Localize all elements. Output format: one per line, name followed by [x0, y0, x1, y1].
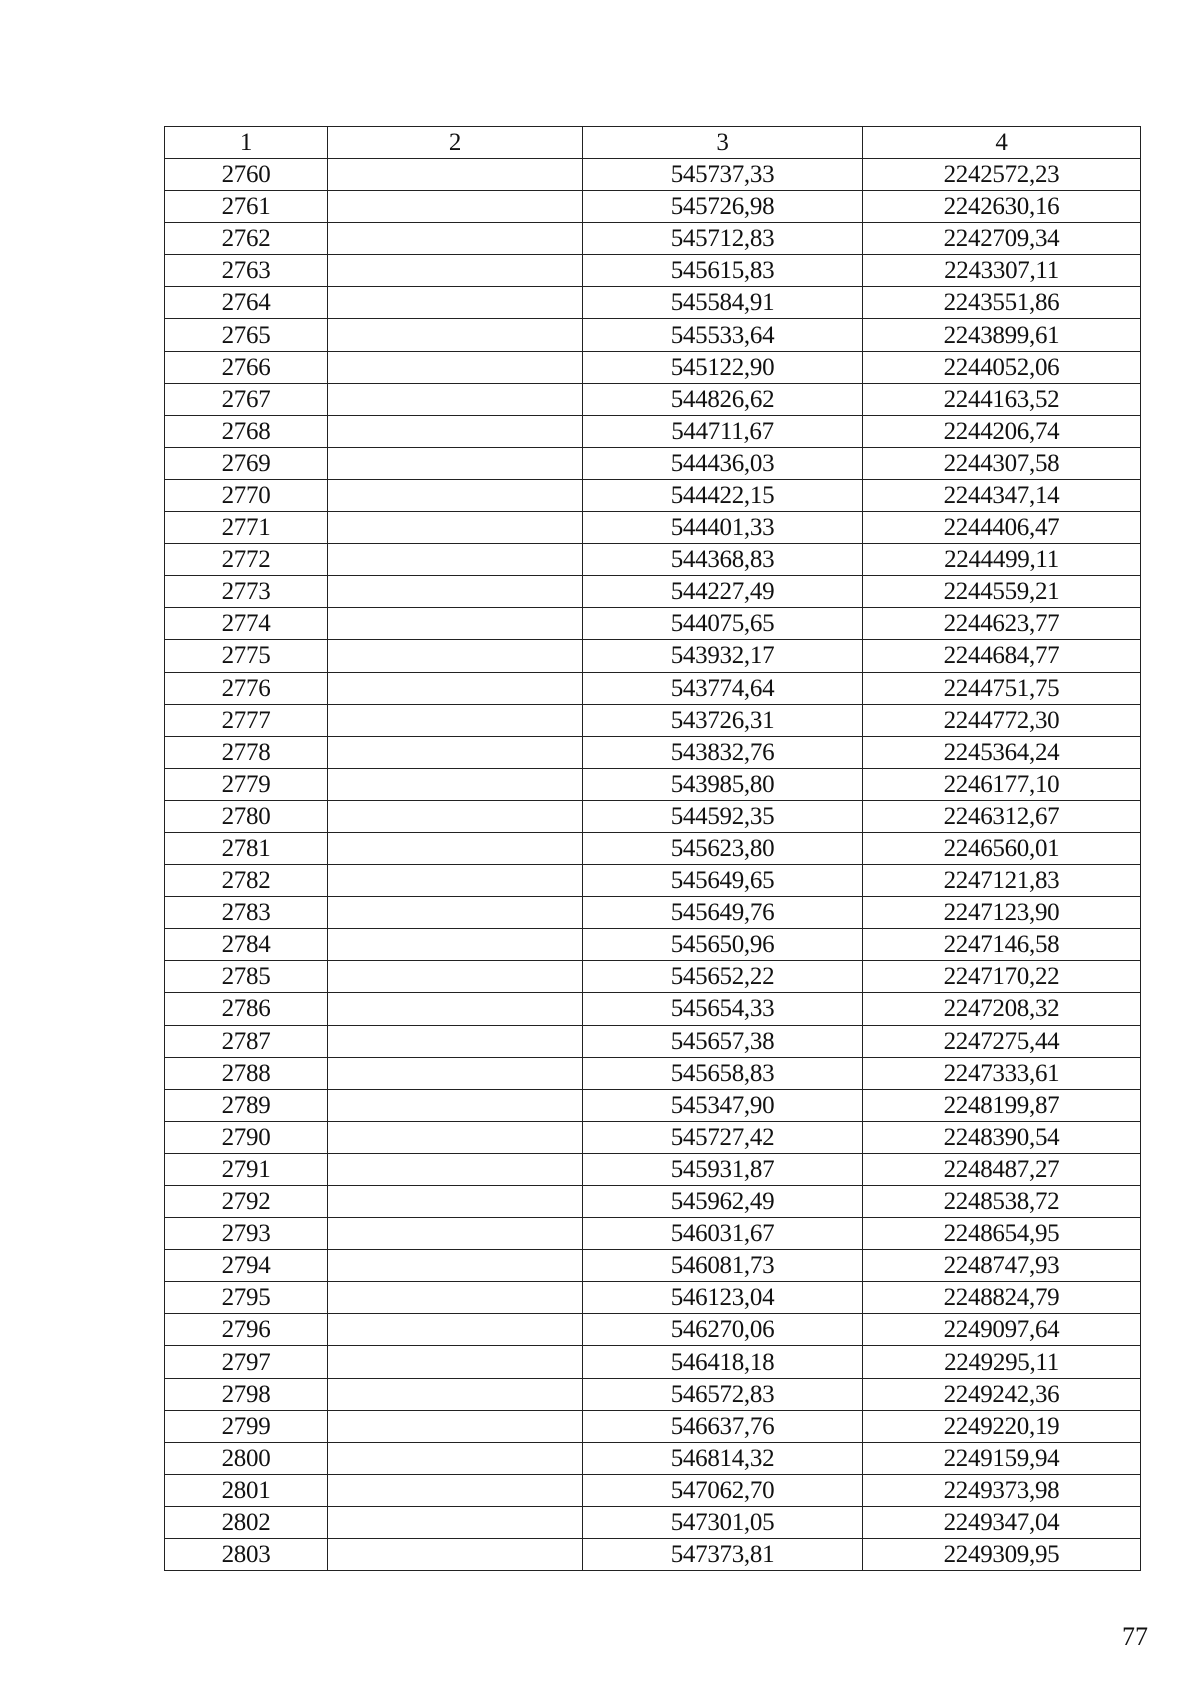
empty-cell: [328, 512, 583, 544]
point-number-cell: 2797: [165, 1346, 328, 1378]
point-number-cell: 2780: [165, 800, 328, 832]
y-coordinate-cell: 2244751,75: [863, 672, 1141, 704]
empty-cell: [328, 255, 583, 287]
point-number-cell: 2790: [165, 1121, 328, 1153]
header-row: [165, 127, 1141, 159]
table-row: [165, 1186, 1141, 1218]
x-coordinate-cell: 546031,67: [583, 1218, 863, 1250]
point-number-cell: 2762: [165, 223, 328, 255]
point-number-cell: 2802: [165, 1506, 328, 1538]
table-row: [165, 1057, 1141, 1089]
empty-cell: [328, 447, 583, 479]
table-row: [165, 1506, 1141, 1538]
x-coordinate-cell: 545649,65: [583, 865, 863, 897]
y-coordinate-cell: 2248538,72: [863, 1186, 1141, 1218]
empty-cell: [328, 1506, 583, 1538]
point-number-cell: 2764: [165, 287, 328, 319]
table-row: [165, 1250, 1141, 1282]
empty-cell: [328, 1025, 583, 1057]
y-coordinate-cell: 2249159,94: [863, 1442, 1141, 1474]
table-row: [165, 1153, 1141, 1185]
point-number-cell: 2798: [165, 1378, 328, 1410]
y-coordinate-cell: 2247275,44: [863, 1025, 1141, 1057]
empty-cell: [328, 351, 583, 383]
empty-cell: [328, 319, 583, 351]
y-coordinate-cell: 2244307,58: [863, 447, 1141, 479]
x-coordinate-cell: 545649,76: [583, 897, 863, 929]
y-coordinate-cell: 2244406,47: [863, 512, 1141, 544]
y-coordinate-cell: 2247333,61: [863, 1057, 1141, 1089]
empty-cell: [328, 479, 583, 511]
empty-cell: [328, 608, 583, 640]
y-coordinate-cell: 2248199,87: [863, 1089, 1141, 1121]
empty-cell: [328, 287, 583, 319]
table-row: [165, 1314, 1141, 1346]
y-coordinate-cell: 2244499,11: [863, 544, 1141, 576]
y-coordinate-cell: 2247121,83: [863, 865, 1141, 897]
table-row: [165, 1410, 1141, 1442]
empty-cell: [328, 704, 583, 736]
header-cell-3: 3: [583, 127, 863, 159]
x-coordinate-cell: 545726,98: [583, 191, 863, 223]
x-coordinate-cell: 545533,64: [583, 319, 863, 351]
point-number-cell: 2796: [165, 1314, 328, 1346]
empty-cell: [328, 865, 583, 897]
point-number-cell: 2787: [165, 1025, 328, 1057]
table-row: [165, 832, 1141, 864]
empty-cell: [328, 897, 583, 929]
point-number-cell: 2794: [165, 1250, 328, 1282]
coordinates-table: [164, 126, 1141, 1571]
x-coordinate-cell: 545584,91: [583, 287, 863, 319]
x-coordinate-cell: 546081,73: [583, 1250, 863, 1282]
x-coordinate-cell: 544227,49: [583, 576, 863, 608]
y-coordinate-cell: 2244163,52: [863, 383, 1141, 415]
point-number-cell: 2761: [165, 191, 328, 223]
table-row: [165, 608, 1141, 640]
point-number-cell: 2769: [165, 447, 328, 479]
empty-cell: [328, 383, 583, 415]
empty-cell: [328, 640, 583, 672]
table-row: [165, 1025, 1141, 1057]
y-coordinate-cell: 2248390,54: [863, 1121, 1141, 1153]
y-coordinate-cell: 2247146,58: [863, 929, 1141, 961]
x-coordinate-cell: 546572,83: [583, 1378, 863, 1410]
x-coordinate-cell: 545658,83: [583, 1057, 863, 1089]
empty-cell: [328, 159, 583, 191]
point-number-cell: 2773: [165, 576, 328, 608]
point-number-cell: 2771: [165, 512, 328, 544]
y-coordinate-cell: 2242709,34: [863, 223, 1141, 255]
y-coordinate-cell: 2248747,93: [863, 1250, 1141, 1282]
y-coordinate-cell: 2245364,24: [863, 736, 1141, 768]
x-coordinate-cell: 545737,33: [583, 159, 863, 191]
x-coordinate-cell: 547301,05: [583, 1506, 863, 1538]
y-coordinate-cell: 2244559,21: [863, 576, 1141, 608]
x-coordinate-cell: 544422,15: [583, 479, 863, 511]
empty-cell: [328, 1250, 583, 1282]
table-row: [165, 415, 1141, 447]
x-coordinate-cell: 543774,64: [583, 672, 863, 704]
point-number-cell: 2800: [165, 1442, 328, 1474]
x-coordinate-cell: 545652,22: [583, 961, 863, 993]
y-coordinate-cell: 2246312,67: [863, 800, 1141, 832]
point-number-cell: 2788: [165, 1057, 328, 1089]
table-row: [165, 736, 1141, 768]
empty-cell: [328, 993, 583, 1025]
table-row: [165, 704, 1141, 736]
point-number-cell: 2766: [165, 351, 328, 383]
x-coordinate-cell: 544075,65: [583, 608, 863, 640]
y-coordinate-cell: 2243551,86: [863, 287, 1141, 319]
point-number-cell: 2803: [165, 1539, 328, 1571]
point-number-cell: 2789: [165, 1089, 328, 1121]
point-number-cell: 2763: [165, 255, 328, 287]
x-coordinate-cell: 547373,81: [583, 1539, 863, 1571]
empty-cell: [328, 1539, 583, 1571]
y-coordinate-cell: 2246177,10: [863, 768, 1141, 800]
point-number-cell: 2795: [165, 1282, 328, 1314]
y-coordinate-cell: 2249097,64: [863, 1314, 1141, 1346]
table-row: [165, 961, 1141, 993]
empty-cell: [328, 672, 583, 704]
point-number-cell: 2760: [165, 159, 328, 191]
y-coordinate-cell: 2243307,11: [863, 255, 1141, 287]
point-number-cell: 2778: [165, 736, 328, 768]
header-cell-4: 4: [863, 127, 1141, 159]
y-coordinate-cell: 2248654,95: [863, 1218, 1141, 1250]
point-number-cell: 2776: [165, 672, 328, 704]
x-coordinate-cell: 546637,76: [583, 1410, 863, 1442]
table-row: [165, 1282, 1141, 1314]
x-coordinate-cell: 545654,33: [583, 993, 863, 1025]
x-coordinate-cell: 546418,18: [583, 1346, 863, 1378]
empty-cell: [328, 1218, 583, 1250]
table-row: [165, 1474, 1141, 1506]
y-coordinate-cell: 2249347,04: [863, 1506, 1141, 1538]
table-row: [165, 383, 1141, 415]
y-coordinate-cell: 2249242,36: [863, 1378, 1141, 1410]
page-number: 77: [1122, 1622, 1148, 1651]
table-header: [165, 127, 1141, 159]
table-row: [165, 544, 1141, 576]
point-number-cell: 2799: [165, 1410, 328, 1442]
x-coordinate-cell: 547062,70: [583, 1474, 863, 1506]
x-coordinate-cell: 543726,31: [583, 704, 863, 736]
empty-cell: [328, 736, 583, 768]
empty-cell: [328, 961, 583, 993]
point-number-cell: 2775: [165, 640, 328, 672]
y-coordinate-cell: 2244347,14: [863, 479, 1141, 511]
empty-cell: [328, 415, 583, 447]
point-number-cell: 2770: [165, 479, 328, 511]
point-number-cell: 2784: [165, 929, 328, 961]
header-cell-2: 2: [328, 127, 583, 159]
empty-cell: [328, 832, 583, 864]
table-row: [165, 512, 1141, 544]
x-coordinate-cell: 545962,49: [583, 1186, 863, 1218]
x-coordinate-cell: 544401,33: [583, 512, 863, 544]
x-coordinate-cell: 543932,17: [583, 640, 863, 672]
x-coordinate-cell: 546270,06: [583, 1314, 863, 1346]
x-coordinate-cell: 544592,35: [583, 800, 863, 832]
x-coordinate-cell: 545931,87: [583, 1153, 863, 1185]
empty-cell: [328, 191, 583, 223]
empty-cell: [328, 1153, 583, 1185]
y-coordinate-cell: 2246560,01: [863, 832, 1141, 864]
empty-cell: [328, 800, 583, 832]
table-row: [165, 929, 1141, 961]
point-number-cell: 2767: [165, 383, 328, 415]
table-row: [165, 223, 1141, 255]
point-number-cell: 2781: [165, 832, 328, 864]
x-coordinate-cell: 545347,90: [583, 1089, 863, 1121]
x-coordinate-cell: 545623,80: [583, 832, 863, 864]
table-row: [165, 768, 1141, 800]
table-row: [165, 447, 1141, 479]
y-coordinate-cell: 2244052,06: [863, 351, 1141, 383]
y-coordinate-cell: 2248824,79: [863, 1282, 1141, 1314]
table-row: [165, 897, 1141, 929]
empty-cell: [328, 1442, 583, 1474]
empty-cell: [328, 1314, 583, 1346]
x-coordinate-cell: 543832,76: [583, 736, 863, 768]
point-number-cell: 2777: [165, 704, 328, 736]
empty-cell: [328, 1346, 583, 1378]
x-coordinate-cell: 544826,62: [583, 383, 863, 415]
table-row: [165, 1218, 1141, 1250]
x-coordinate-cell: 545650,96: [583, 929, 863, 961]
point-number-cell: 2772: [165, 544, 328, 576]
y-coordinate-cell: 2249309,95: [863, 1539, 1141, 1571]
point-number-cell: 2786: [165, 993, 328, 1025]
empty-cell: [328, 576, 583, 608]
y-coordinate-cell: 2244623,77: [863, 608, 1141, 640]
y-coordinate-cell: 2244684,77: [863, 640, 1141, 672]
table-row: [165, 479, 1141, 511]
table-row: [165, 1378, 1141, 1410]
x-coordinate-cell: 545657,38: [583, 1025, 863, 1057]
empty-cell: [328, 1121, 583, 1153]
point-number-cell: 2791: [165, 1153, 328, 1185]
table-row: [165, 159, 1141, 191]
point-number-cell: 2782: [165, 865, 328, 897]
y-coordinate-cell: 2249295,11: [863, 1346, 1141, 1378]
table-row: [165, 1346, 1141, 1378]
point-number-cell: 2801: [165, 1474, 328, 1506]
table-row: [165, 576, 1141, 608]
empty-cell: [328, 223, 583, 255]
y-coordinate-cell: 2247123,90: [863, 897, 1141, 929]
empty-cell: [328, 1186, 583, 1218]
empty-cell: [328, 1410, 583, 1442]
empty-cell: [328, 1474, 583, 1506]
table-row: [165, 287, 1141, 319]
table-row: [165, 191, 1141, 223]
x-coordinate-cell: 545727,42: [583, 1121, 863, 1153]
x-coordinate-cell: 545615,83: [583, 255, 863, 287]
x-coordinate-cell: 543985,80: [583, 768, 863, 800]
y-coordinate-cell: 2249373,98: [863, 1474, 1141, 1506]
table-row: [165, 865, 1141, 897]
x-coordinate-cell: 544368,83: [583, 544, 863, 576]
point-number-cell: 2785: [165, 961, 328, 993]
x-coordinate-cell: 545712,83: [583, 223, 863, 255]
y-coordinate-cell: 2242630,16: [863, 191, 1141, 223]
x-coordinate-cell: 545122,90: [583, 351, 863, 383]
x-coordinate-cell: 546814,32: [583, 1442, 863, 1474]
y-coordinate-cell: 2247170,22: [863, 961, 1141, 993]
x-coordinate-cell: 546123,04: [583, 1282, 863, 1314]
empty-cell: [328, 1282, 583, 1314]
empty-cell: [328, 1089, 583, 1121]
table-row: [165, 640, 1141, 672]
table-row: [165, 672, 1141, 704]
table-row: [165, 351, 1141, 383]
empty-cell: [328, 1378, 583, 1410]
y-coordinate-cell: 2244772,30: [863, 704, 1141, 736]
y-coordinate-cell: 2249220,19: [863, 1410, 1141, 1442]
point-number-cell: 2792: [165, 1186, 328, 1218]
point-number-cell: 2779: [165, 768, 328, 800]
table-row: [165, 1121, 1141, 1153]
point-number-cell: 2774: [165, 608, 328, 640]
point-number-cell: 2768: [165, 415, 328, 447]
y-coordinate-cell: 2242572,23: [863, 159, 1141, 191]
header-cell-1: 1: [165, 127, 328, 159]
y-coordinate-cell: 2244206,74: [863, 415, 1141, 447]
table-row: [165, 319, 1141, 351]
empty-cell: [328, 1057, 583, 1089]
y-coordinate-cell: 2247208,32: [863, 993, 1141, 1025]
point-number-cell: 2793: [165, 1218, 328, 1250]
y-coordinate-cell: 2248487,27: [863, 1153, 1141, 1185]
point-number-cell: 2783: [165, 897, 328, 929]
y-coordinate-cell: 2243899,61: [863, 319, 1141, 351]
empty-cell: [328, 929, 583, 961]
empty-cell: [328, 544, 583, 576]
empty-cell: [328, 768, 583, 800]
table-row: [165, 255, 1141, 287]
table-row: [165, 993, 1141, 1025]
x-coordinate-cell: 544436,03: [583, 447, 863, 479]
table-row: [165, 800, 1141, 832]
table-row: [165, 1442, 1141, 1474]
point-number-cell: 2765: [165, 319, 328, 351]
table-row: [165, 1539, 1141, 1571]
x-coordinate-cell: 544711,67: [583, 415, 863, 447]
table-body: [165, 159, 1141, 1571]
table-row: [165, 1089, 1141, 1121]
